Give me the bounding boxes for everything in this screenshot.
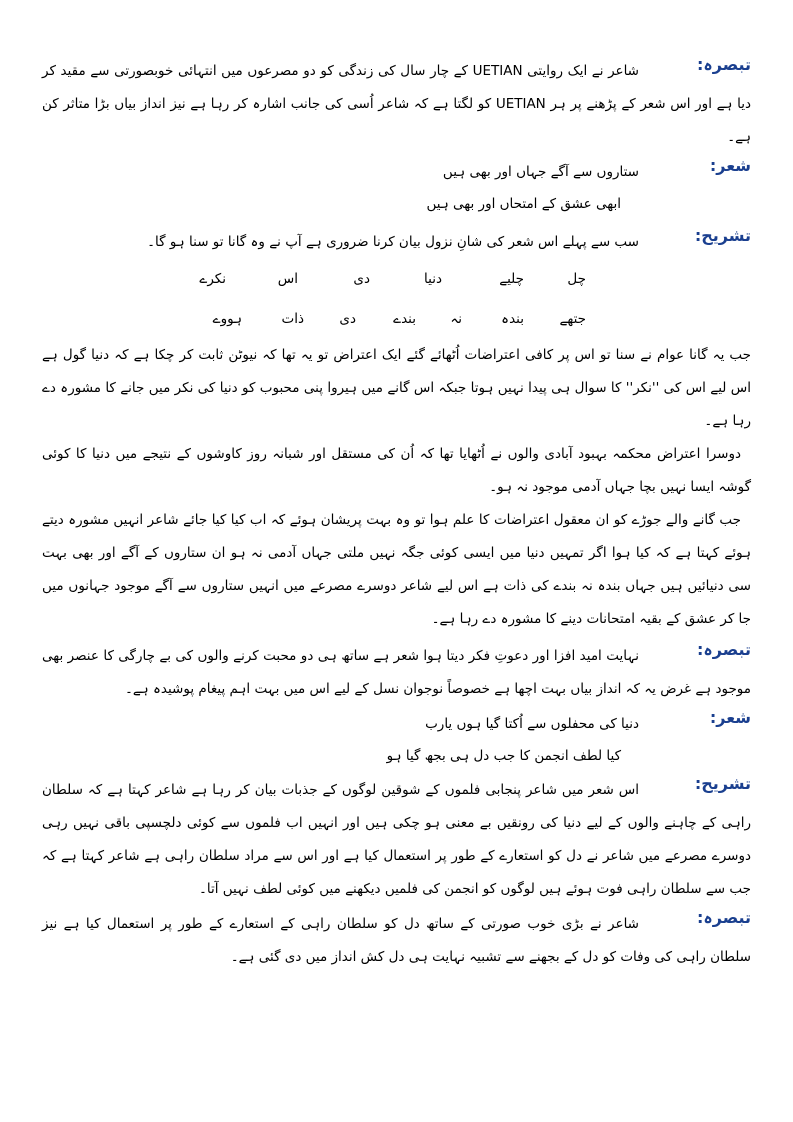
song-word: بندے [393,311,416,327]
song-word: دنیا [424,271,442,287]
song-word: دی [353,271,370,287]
explanation-paragraph-3: جب گانے والے جوڑے کو ان معقول اعتراضات کا علم ہوا تو وہ بہت پریشان ہوئے کہ اب کیا کیا جائے شاعر انہیں مشورہ دیتے ہوئے کہتا ہے کہ کیا ہوا اگر تمہیں دنیا میں ایسی کوئی جگہ نہیں ملتی جہاں آدمی نہ ہو ان ستاروں کے آگے اور بھی بہت سی دنیائیں ہیں جہاں بندہ نہ بندے کی ذات ہے اس لیے شاعر دوسرے مصرعے میں انہیں ستاروں سے آگے موجود جہانوں میں جا کر عشق کے بقیہ امتحانات دینے کا مشورہ دے رہا ہے۔ [42,512,751,627]
explanation-label: تشریح: [694,774,751,793]
explanation-paragraph-1: جب یہ گانا عوام نے سنا تو اس پر کافی اعتراضات اُٹھائے گئے ایک اعتراض تو یہ تھا کہ نیوٹن ثابت کر چکا ہے کہ دنیا گول ہے اس لیے اس کی ''نکر'' کا سوال ہی پیدا نہیں ہوتا جبکہ اس گانے میں ہیروا پنی محبوب کو دنیا کی نکر میں جانے کا مشورہ دے رہا ہے۔ [42,347,751,429]
explanation-label: تشریح: [694,226,751,245]
song-word: چل [567,271,586,287]
song-word: اس [277,271,298,287]
review-text: نہایت امید افزا اور دعوتِ فکر دیتا ہوا شعر ہے ساتھ ہی دو محبت کرنے والوں کی بے چارگی کا عنصر بھی موجود ہے غرض یہ کہ انداز بیاں بہت اچھا ہے خصوصاً نوجوان نسل کے لیے اس میں بہت اہم پیغام پوشیدہ ہے۔ [42,648,751,697]
review-section-3 [42,908,751,974]
explanation-section-2 [42,774,751,906]
song-word: نہ [450,311,462,327]
song-word: جتھے [559,311,586,327]
verse-label: شعر: [709,708,751,727]
verse-line-1: ستاروں سے آگے جہاں اور بھی ہیں [442,164,639,180]
review-label: تبصرہ: [696,640,751,659]
verse-label: شعر: [709,156,751,175]
song-line-2 [42,299,751,339]
review-text: شاعر نے بڑی خوب صورتی کے ساتھ دل کو سلطان راہی کے استعارے کے طور پر استعمال کیا ہے نیز سلطان راہی کی وفات کو دل کے بجھنے سے تشبیہ نہایت ہی دل کش انداز میں دی گئی ہے۔ [42,916,751,965]
song-line-1 [42,259,751,299]
review-label: تبصرہ: [696,908,751,927]
review-section-2 [42,640,751,706]
document-page [42,55,751,974]
verse-section-2 [42,708,751,772]
explanation-intro: سب سے پہلے اس شعر کی شانِ نزول بیان کرنا ضروری ہے آپ نے وہ گانا تو سنا ہو گا۔ [147,234,639,250]
song-word: ذات [281,311,304,327]
song-word: ہووے [212,311,242,327]
verse-line-2: ابھی عشق کے امتحاں اور بھی ہیں [426,196,621,212]
song-word: دی [339,311,356,327]
explanation-paragraph-2: دوسرا اعتراض محکمہ بہبود آبادی والوں نے اُٹھایا تھا کہ اُن کی مستقل اور شبانہ روز کاوشوں کے نتیجے میں دنیا کا کوئی گوشہ ایسا نہیں بچا جہاں آدمی موجود نہ ہو۔ [42,446,751,495]
verse-line-2: کیا لطف انجمن کا جب دل ہی بجھ گیا ہو [386,748,621,764]
review-section-1 [42,55,751,154]
explanation-section-1 [42,226,751,636]
song-word: بندہ [501,311,524,327]
verse-section-1 [42,156,751,220]
explanation-text: اس شعر میں شاعر پنجابی فلموں کے شوقین لوگوں کے جذبات بیان کر رہا ہے شاعر کہتا ہے کہ سلطان راہی کے چاہنے والوں کے لیے دنیا کی رونقیں بے معنی ہو چکی ہیں اور انہیں اب فلموں سے کوئی دلچسپی باقی نہیں رہی دوسرے مصرعے میں شاعر نے دل کو استعارے کے طور پر استعمال کیا ہے اور اس سے مراد سلطان راہی ہے شاعر کہتا ہے کہ جب سے سلطان راہی فوت ہوئے ہیں لوگوں کو انجمن کی فلمیں دیکھنے میں کوئی لطف نہیں آتا۔ [42,782,751,897]
verse-line-1: دنیا کی محفلوں سے اُکتا گیا ہوں یارب [425,716,639,732]
song-word: چلیے [499,271,524,287]
review-label: تبصرہ: [696,55,751,74]
song-word: نکرے [199,271,226,287]
review-text: شاعر نے ایک روایتی UETIAN کے چار سال کی زندگی کو دو مصرعوں میں انتہائی خوبصورتی سے مقید کر دیا ہے اور اس شعر کے پڑھنے پر ہر UETIAN کو لگتا ہے کہ شاعر اُسی کی جانب اشارہ کر رہا ہے نیز انداز بیاں بڑا متاثر کن ہے۔ [42,63,751,145]
